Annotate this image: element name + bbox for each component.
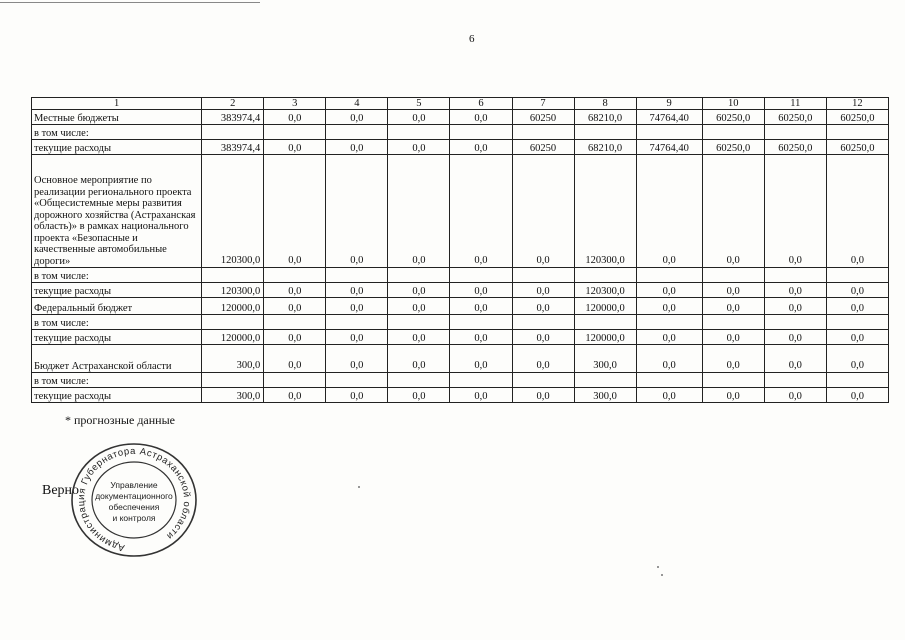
value-cell: 300,0 [202,345,264,373]
row-label: текущие расходы [32,388,202,403]
scan-speck [661,574,663,576]
value-cell: 0,0 [388,345,450,373]
value-cell: 120000,0 [202,330,264,345]
value-cell: 0,0 [512,283,574,298]
value-cell [512,268,574,283]
value-cell: 0,0 [702,155,764,268]
value-cell: 74764,40 [636,110,702,125]
value-cell [388,268,450,283]
value-cell: 383974,4 [202,110,264,125]
value-cell: 0,0 [702,345,764,373]
value-cell: 0,0 [826,155,888,268]
row-label: текущие расходы [32,140,202,155]
stamp-line-3: обеспечения [108,502,160,512]
value-cell: 0,0 [764,298,826,315]
value-cell [450,373,512,388]
value-cell [636,268,702,283]
table-row [32,283,889,298]
value-cell [388,373,450,388]
value-cell: 68210,0 [574,140,636,155]
page-number: 6 [469,33,475,45]
stamp-line-1: Управление [110,480,158,490]
value-cell: 300,0 [574,345,636,373]
value-cell: 0,0 [636,330,702,345]
value-cell [264,268,326,283]
scan-edge-line [0,2,260,3]
value-cell [702,315,764,330]
row-label: Бюджет Астраханской области [32,345,202,373]
value-cell: 0,0 [826,388,888,403]
value-cell: 0,0 [264,330,326,345]
value-cell: 0,0 [702,298,764,315]
value-cell: 0,0 [826,283,888,298]
value-cell: 0,0 [388,110,450,125]
scan-speck [358,486,360,488]
value-cell: 74764,40 [636,140,702,155]
column-number-header: 6 [450,98,512,110]
row-label: текущие расходы [32,330,202,345]
value-cell: 60250,0 [826,140,888,155]
value-cell: 0,0 [450,345,512,373]
value-cell: 0,0 [264,155,326,268]
value-cell [764,268,826,283]
value-cell [202,315,264,330]
column-number-header: 4 [326,98,388,110]
value-cell: 60250 [512,110,574,125]
value-cell [574,268,636,283]
table-row [32,345,889,373]
column-number-header: 1 [32,98,202,110]
value-cell: 0,0 [326,388,388,403]
column-number-header: 10 [702,98,764,110]
table-row [32,298,889,315]
table-row [32,125,889,140]
value-cell: 0,0 [264,345,326,373]
stamp-line-2: документационного [95,491,173,501]
value-cell [574,125,636,140]
value-cell: 0,0 [512,330,574,345]
value-cell: 0,0 [512,155,574,268]
table-row [32,388,889,403]
value-cell: 0,0 [264,298,326,315]
value-cell [764,315,826,330]
value-cell: 0,0 [264,388,326,403]
value-cell [202,373,264,388]
value-cell: 0,0 [450,330,512,345]
value-cell: 383974,4 [202,140,264,155]
value-cell: 0,0 [326,345,388,373]
value-cell: 0,0 [264,140,326,155]
table-header-row [32,98,889,110]
row-label: Местные бюджеты [32,110,202,125]
column-number-header: 2 [202,98,264,110]
value-cell: 0,0 [450,110,512,125]
value-cell: 0,0 [326,283,388,298]
value-cell [388,315,450,330]
value-cell: 0,0 [702,283,764,298]
value-cell: 0,0 [826,298,888,315]
value-cell: 0,0 [450,283,512,298]
value-cell: 0,0 [512,388,574,403]
column-number-header: 7 [512,98,574,110]
value-cell [264,373,326,388]
value-cell: 0,0 [264,283,326,298]
stamp-line-4: и контроля [112,513,156,523]
value-cell [326,373,388,388]
value-cell [826,373,888,388]
value-cell [826,125,888,140]
value-cell: 0,0 [388,155,450,268]
value-cell [702,125,764,140]
value-cell [574,315,636,330]
value-cell: 0,0 [264,110,326,125]
official-stamp-seal [68,441,200,562]
value-cell: 60250,0 [826,110,888,125]
row-label: в том числе: [32,125,202,140]
value-cell: 60250,0 [702,140,764,155]
value-cell: 60250,0 [764,110,826,125]
value-cell [702,373,764,388]
value-cell [764,373,826,388]
value-cell [764,125,826,140]
value-cell: 0,0 [388,283,450,298]
value-cell: 0,0 [636,388,702,403]
column-number-header: 5 [388,98,450,110]
scan-speck [657,566,659,568]
row-label: в том числе: [32,315,202,330]
value-cell [512,373,574,388]
value-cell: 0,0 [764,345,826,373]
table-row [32,110,889,125]
value-cell [450,268,512,283]
value-cell: 300,0 [574,388,636,403]
value-cell: 120000,0 [574,330,636,345]
value-cell [826,315,888,330]
value-cell: 68210,0 [574,110,636,125]
value-cell: 0,0 [388,298,450,315]
value-cell: 0,0 [636,298,702,315]
value-cell [326,315,388,330]
table-row [32,140,889,155]
value-cell [574,373,636,388]
column-number-header: 12 [826,98,888,110]
value-cell [512,315,574,330]
value-cell [202,125,264,140]
value-cell: 0,0 [388,140,450,155]
value-cell [512,125,574,140]
value-cell [636,315,702,330]
value-cell: 0,0 [326,110,388,125]
value-cell [450,125,512,140]
value-cell: 0,0 [764,155,826,268]
value-cell: 0,0 [764,388,826,403]
value-cell [264,315,326,330]
table-row [32,315,889,330]
budget-table [31,97,889,403]
value-cell: 0,0 [826,330,888,345]
row-label: в том числе: [32,373,202,388]
value-cell: 60250,0 [702,110,764,125]
value-cell: 300,0 [202,388,264,403]
value-cell: 0,0 [450,140,512,155]
value-cell: 0,0 [450,298,512,315]
column-number-header: 3 [264,98,326,110]
value-cell: 0,0 [450,388,512,403]
value-cell: 0,0 [764,330,826,345]
column-number-header: 8 [574,98,636,110]
value-cell: 120000,0 [574,298,636,315]
row-label: Федеральный бюджет [32,298,202,315]
value-cell: 60250 [512,140,574,155]
value-cell: 0,0 [450,155,512,268]
value-cell: 60250,0 [764,140,826,155]
value-cell: 0,0 [826,345,888,373]
value-cell: 0,0 [702,388,764,403]
value-cell [450,315,512,330]
value-cell: 0,0 [512,345,574,373]
value-cell: 0,0 [388,330,450,345]
stamp-ring-text: Администрация Губернатора Астраханской области [75,445,193,554]
value-cell [636,125,702,140]
row-label: текущие расходы [32,283,202,298]
row-label: Основное мероприятие по реализации регионального проекта «Общесистемные меры развития дорожного хозяйства (Астраханская область)» в рамках национального проекта «Безопасные и качественные автомобильные дороги» [32,155,202,268]
value-cell [326,268,388,283]
value-cell [826,268,888,283]
value-cell [636,373,702,388]
column-number-header: 9 [636,98,702,110]
footnote: * прогнозные данные [65,413,175,427]
value-cell: 0,0 [326,298,388,315]
value-cell: 120300,0 [202,283,264,298]
table-row [32,330,889,345]
value-cell: 0,0 [636,155,702,268]
value-cell: 0,0 [764,283,826,298]
verno-label: Верно [42,483,80,498]
value-cell: 0,0 [636,283,702,298]
value-cell [202,268,264,283]
value-cell: 120000,0 [202,298,264,315]
value-cell: 0,0 [326,155,388,268]
value-cell [388,125,450,140]
row-label: в том числе: [32,268,202,283]
value-cell [326,125,388,140]
column-number-header: 11 [764,98,826,110]
value-cell [264,125,326,140]
value-cell [702,268,764,283]
value-cell: 0,0 [388,388,450,403]
value-cell: 0,0 [636,345,702,373]
value-cell: 0,0 [702,330,764,345]
table-row [32,268,889,283]
value-cell: 0,0 [326,140,388,155]
table-row [32,155,889,268]
value-cell: 120300,0 [574,155,636,268]
value-cell: 120300,0 [574,283,636,298]
table-row [32,373,889,388]
value-cell: 0,0 [512,298,574,315]
value-cell: 0,0 [326,330,388,345]
value-cell: 120300,0 [202,155,264,268]
